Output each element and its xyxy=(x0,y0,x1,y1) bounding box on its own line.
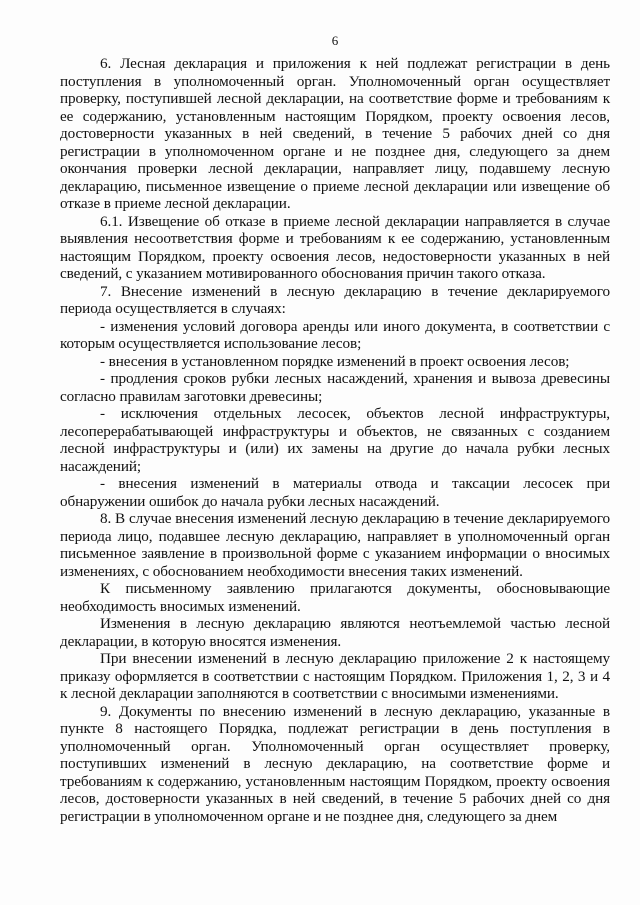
paragraph-8: 8. В случае внесения изменений лесную декларацию в течение декларируемого периода лицо, подавшее лесную декларацию, направляет в уполномоченный орган письменное заявление в произвольной форме с указанием информации о вносимых изменениях, с обоснованием необходимости внесения таких изменений. xyxy=(60,510,610,580)
list-item-plot-exclusion: - исключения отдельных лесосек, объектов лесной инфраструктуры, лесоперерабатывающей инфраструктуры и объектов, не связанных с созданием лесной инфраструктуры и (или) их замены на другие до начала рубки лесных насаждений; xyxy=(60,405,610,475)
paragraph-9: 9. Документы по внесению изменений в лесную декларацию, указанные в пункте 8 настоящего Порядка, подлежат регистрации в день поступления в уполномоченный орган. Уполномоченный орган осуществляет проверку, поступивших изменений в лесную декларацию, на соответствие форме и требованиям к содержанию, установленным настоящим Порядком, проекту освоения лесов, достоверности указанных в ней сведений, в течение 5 рабочих дней со дня регистрации в уполномоченном органе и не позднее дня, следующего за днем xyxy=(60,702,610,825)
paragraph-8-attachments: К письменному заявлению прилагаются документы, обосновывающие необходимость вносимых изменений. xyxy=(60,580,610,615)
list-item-taxation-changes: - внесения изменений в материалы отвода и таксации лесосек при обнаружении ошибок до начала рубки лесных насаждений. xyxy=(60,475,610,510)
list-item-lease-terms: - изменения условий договора аренды или иного документа, в соответствии с которым осуществляется использование лесов; xyxy=(60,317,610,352)
list-item-forest-project: - внесения в установленном порядке изменений в проект освоения лесов; xyxy=(100,352,570,370)
list-item-felling-extension: - продления сроков рубки лесных насаждений, хранения и вывоза древесины согласно правилам заготовки древесины; xyxy=(60,370,610,405)
document-body xyxy=(60,55,610,825)
paragraph-6-1: 6.1. Извещение об отказе в приеме лесной декларации направляется в случае выявления несоответствия форме и требованиям к ее содержанию, установленным настоящим Порядком, проекту освоения лесов, недостоверности указанных в ней сведений, с указанием мотивированного обоснования причин такого отказа. xyxy=(60,212,610,282)
paragraph-7: 7. Внесение изменений в лесную декларацию в течение декларируемого периода осуществляется в случаях: xyxy=(60,282,610,317)
paragraph-8-appendices: При внесении изменений в лесную декларацию приложение 2 к настоящему приказу оформляется в соответствии с настоящим Порядком. Приложения 1, 2, 3 и 4 к лесной декларации заполняются в соответствии с вносимыми изменениями. xyxy=(60,650,610,702)
paragraph-8-integral-part: Изменения в лесную декларацию являются неотъемлемой частью лесной декларации, в которую вносятся изменения. xyxy=(60,615,610,650)
paragraph-6: 6. Лесная декларация и приложения к ней подлежат регистрации в день поступления в уполномоченный орган. Уполномоченный орган осуществляет проверку, поступившей лесной декларации, на соответствие форме и требованиям к ее содержанию, установленным настоящим Порядком, проекту освоения лесов, достоверности указанных в ней сведений, в течение 5 рабочих дней со дня регистрации в уполномоченном органе и не позднее дня, следующего за днем окончания проверки лесной декларации, направляет лицу, подавшему лесную декларацию, письменное извещение о приеме лесной декларации или извещение об отказе в приеме лесной декларации. xyxy=(60,55,610,212)
page-number: 6 xyxy=(331,33,339,48)
